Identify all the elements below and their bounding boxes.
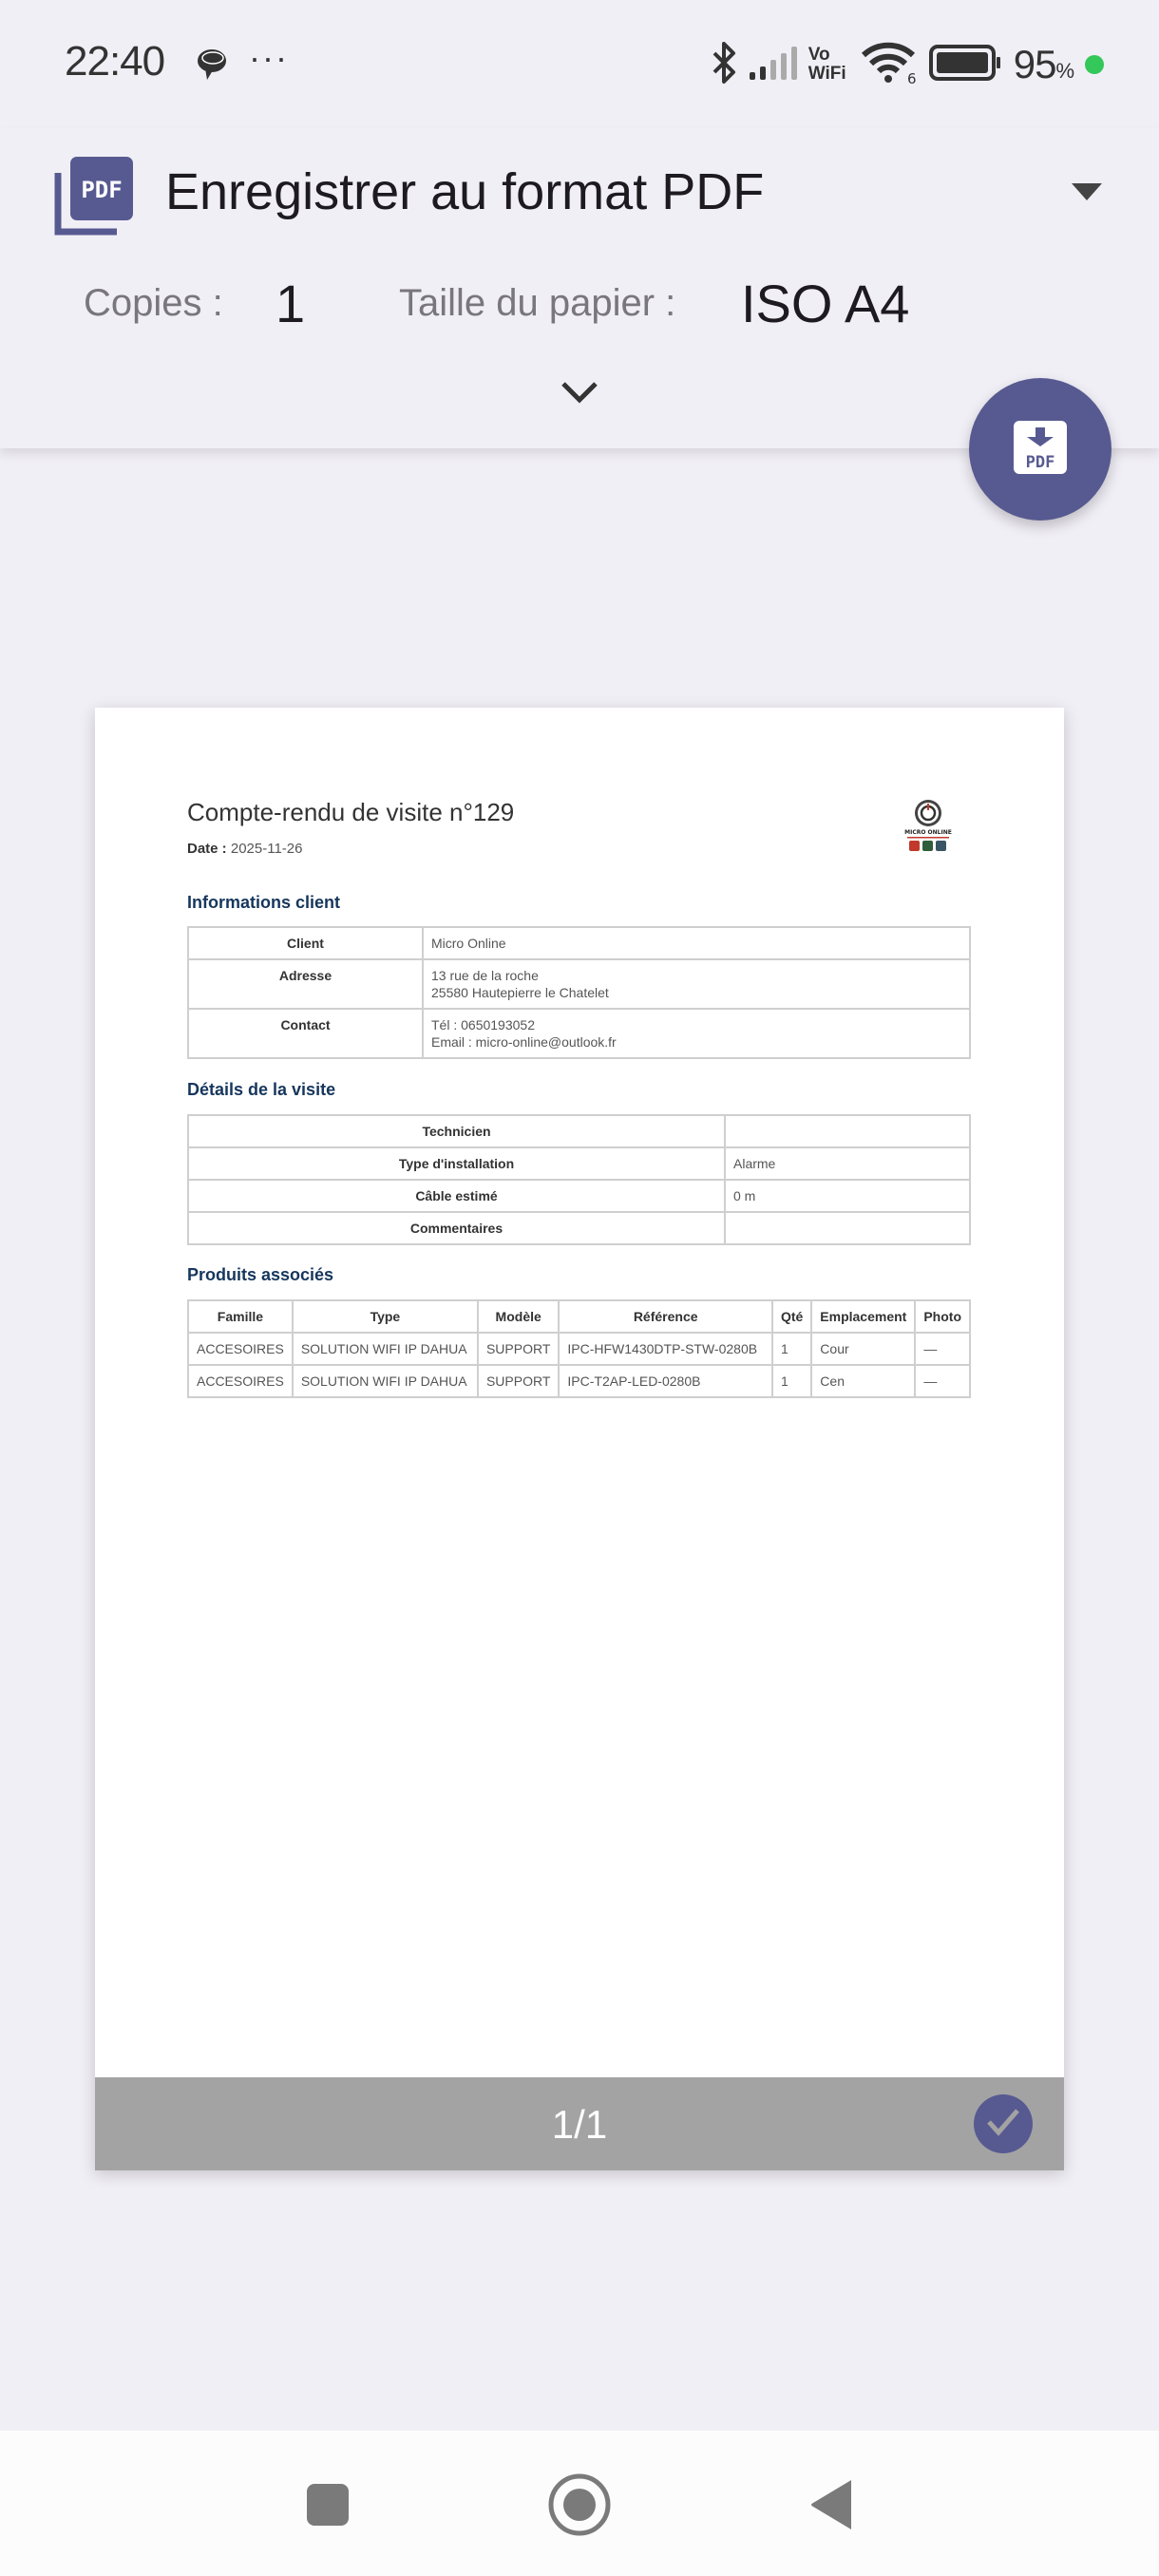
visit-details-table [187,1114,971,1245]
client-info-row [188,927,970,959]
products-heading: Produits associés [187,1265,334,1284]
navigation-bar [0,2431,1159,2576]
battery-icon [928,44,1004,86]
cellular-signal-icon [748,44,799,86]
product-row [188,1365,970,1397]
document-title: Compte-rendu de visite n°129 [187,798,515,826]
products-column-header: Photo [915,1300,970,1333]
client-info-line: 13 rue de la roche [431,968,539,983]
client-info-heading: Informations client [187,893,341,912]
svg-text:MICRO ONLINE: MICRO ONLINE [904,829,952,836]
visit-detail-key: Câble estimé [188,1180,725,1212]
client-info-key: Client [188,927,423,959]
home-button[interactable] [546,2473,613,2540]
product-cell: 1 [772,1333,811,1365]
visit-detail-row [188,1147,970,1180]
bluetooth-icon [710,40,738,90]
battery-percent: 95% [1013,42,1074,86]
client-info-value [423,927,970,959]
visit-detail-value [725,1115,970,1147]
paper-size-label: Taille du papier : [399,282,676,324]
client-info-key: Contact [188,1009,423,1058]
visit-detail-value [725,1212,970,1244]
download-pdf-button[interactable] [969,378,1112,521]
page-preview[interactable] [95,708,1064,2170]
dropdown-arrow-icon[interactable] [1072,183,1102,200]
product-cell: IPC-T2AP-LED-0280B [559,1365,772,1397]
chat-bubble-icon [196,47,228,86]
visit-detail-value: Alarme [725,1147,970,1180]
chevron-down-icon[interactable] [560,380,599,409]
pdf-printer-icon [53,154,135,240]
svg-text:6: 6 [906,69,917,85]
product-cell: ACCESOIRES [188,1333,293,1365]
product-cell: — [915,1365,970,1397]
client-info-line: 25580 Hautepierre le Chatelet [431,985,609,1000]
visit-detail-key: Commentaires [188,1212,725,1244]
products-header-row [188,1300,970,1333]
visit-detail-row [188,1212,970,1244]
status-time: 22:40 [65,38,165,85]
recents-icon [305,2482,351,2532]
status-bar [0,0,1159,128]
products-column-header: Emplacement [811,1300,915,1333]
svg-text:PDF: PDF [81,177,123,203]
product-cell: — [915,1333,970,1365]
print-options-header [0,128,1159,448]
product-cell: Cen [811,1365,915,1397]
back-button[interactable] [798,2473,864,2540]
product-cell: SUPPORT [478,1333,559,1365]
page-selected-checkbox[interactable] [974,2094,1033,2153]
products-column-header: Modèle [478,1300,559,1333]
page-indicator: 1/1 [551,2102,608,2147]
vowifi-indicator: Vo WiFi [808,45,846,84]
recents-button[interactable] [294,2473,361,2540]
visit-detail-row [188,1115,970,1147]
product-cell: Cour [811,1333,915,1365]
client-info-table [187,926,971,1059]
svg-text:PDF: PDF [1025,452,1055,472]
products-column-header: Qté [772,1300,811,1333]
home-icon [548,2473,611,2541]
client-info-line: Tél : 0650193052 [431,1017,535,1032]
product-row [188,1333,970,1365]
document-date: Date : 2025-11-26 [187,841,303,857]
status-icons [710,40,1104,89]
product-cell: ACCESOIRES [188,1365,293,1397]
company-logo [900,798,957,859]
client-info-row [188,959,970,1009]
products-column-header: Famille [188,1300,293,1333]
pdf-download-icon [1012,419,1069,481]
page-bar [95,2077,1064,2170]
products-column-header: Référence [559,1300,772,1333]
product-cell: IPC-HFW1430DTP-STW-0280B [559,1333,772,1365]
products-column-header: Type [293,1300,478,1333]
paper-size-value[interactable]: ISO A4 [741,274,910,333]
client-info-value [423,959,970,1009]
visit-detail-value: 0 m [725,1180,970,1212]
products-table [187,1299,971,1398]
client-info-row [188,1009,970,1058]
wifi-icon [860,40,919,90]
product-cell: SUPPORT [478,1365,559,1397]
visit-details-heading: Détails de la visite [187,1080,336,1099]
product-cell: SOLUTION WIFI IP DAHUA [293,1333,478,1365]
back-icon [808,2478,855,2536]
copies-value[interactable]: 1 [276,274,306,333]
more-notifications-indicator: ··· [249,38,289,77]
copies-label: Copies : [84,282,223,324]
product-cell: SOLUTION WIFI IP DAHUA [293,1365,478,1397]
client-info-value [423,1009,970,1058]
client-info-line: Email : micro-online@outlook.fr [431,1034,617,1050]
visit-detail-key: Type d'installation [188,1147,725,1180]
printer-select[interactable]: Enregistrer au format PDF [165,163,765,220]
checkmark-icon [985,2107,1021,2142]
visit-detail-row [188,1180,970,1212]
visit-detail-key: Technicien [188,1115,725,1147]
product-cell: 1 [772,1365,811,1397]
client-info-line: Micro Online [431,936,506,951]
privacy-indicator-dot [1085,55,1104,74]
client-info-key: Adresse [188,959,423,1009]
